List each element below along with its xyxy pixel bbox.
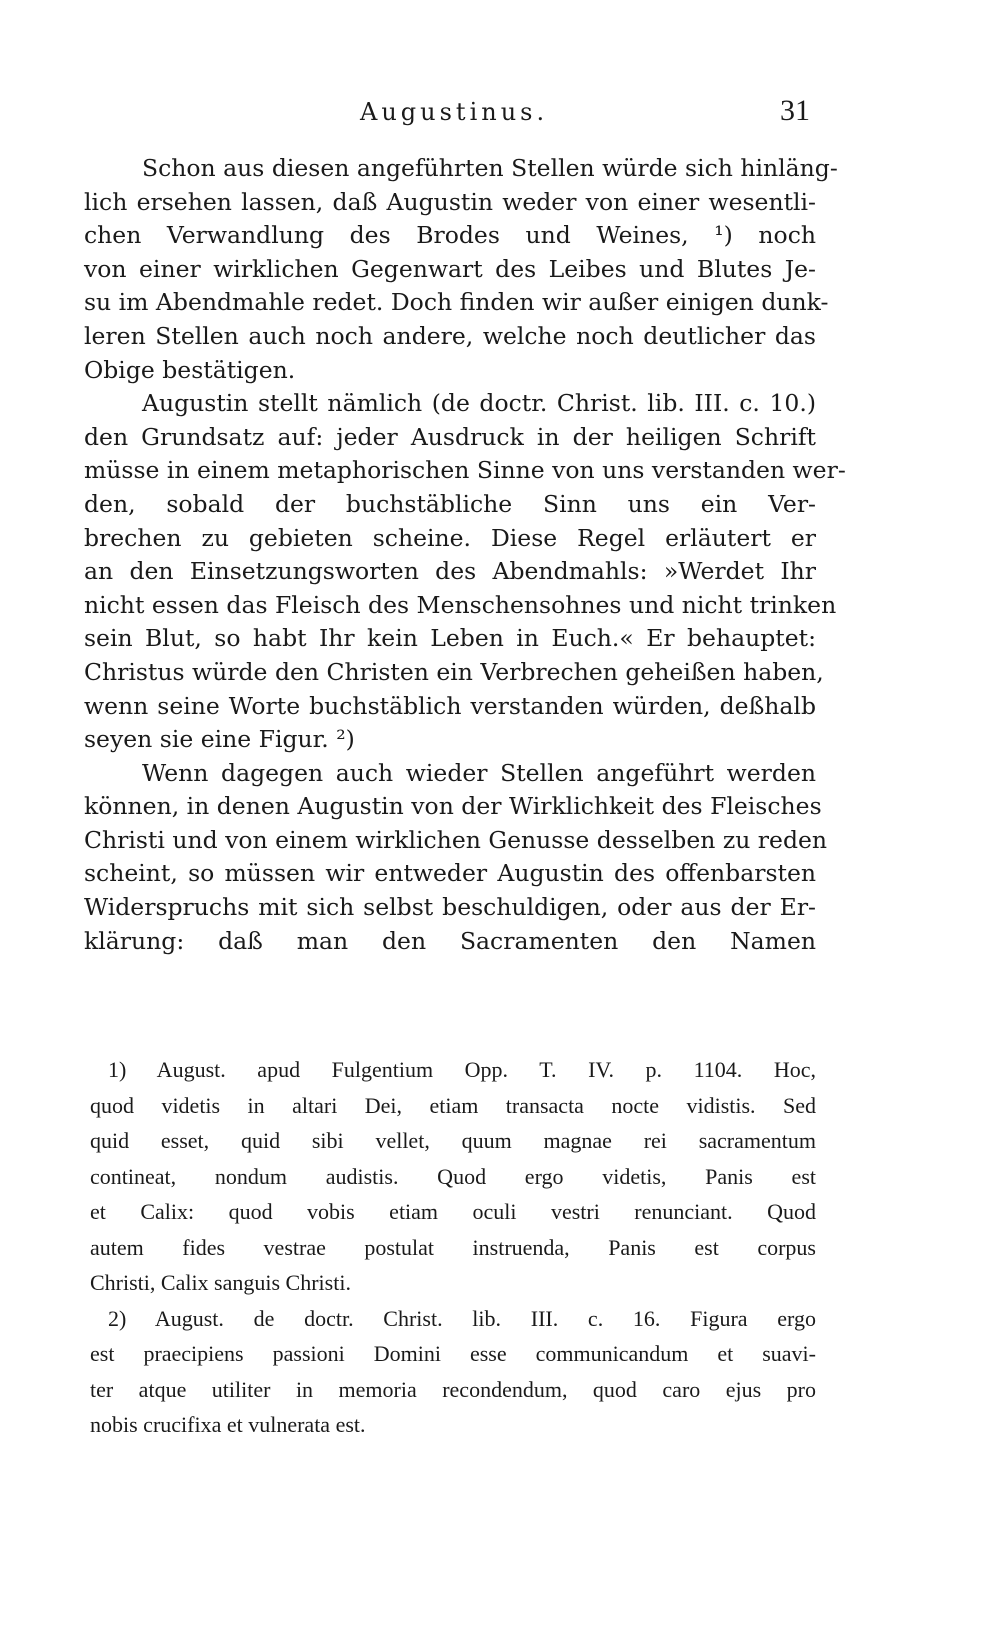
text-line: scheint, so müssen wir entweder Augustin des offenbarsten xyxy=(84,859,816,888)
running-title: Augustinus. xyxy=(360,98,549,126)
text-line: brechen zu gebieten scheine. Diese Regel erläutert er xyxy=(84,523,816,552)
footnote-line: ter atque utiliter in memoria recondendum, quod caro ejus pro xyxy=(90,1376,816,1402)
text-line: nicht essen das Fleisch des Menschensohnes und nicht trinken xyxy=(84,590,837,619)
footnote-line: autem fides vestrae postulat instruenda, Panis est corpus xyxy=(90,1234,816,1260)
text-line: an den Einsetzungsworten des Abendmahls: »Werdet Ihr xyxy=(84,557,816,586)
footnote-line: contineat, nondum audistis. Quod ergo videtis, Panis est xyxy=(90,1163,816,1189)
text-line: den Grundsatz auf: jeder Ausdruck in der heiligen Schrift xyxy=(84,422,816,451)
footnote-line: Christi, Calix sanguis Christi. xyxy=(90,1270,351,1295)
text-line: su im Abendmahle redet. Doch finden wir außer einigen dunk- xyxy=(84,288,829,317)
running-head xyxy=(90,94,810,138)
text-line: müsse in einem metaphorischen Sinne von uns verstanden wer- xyxy=(84,456,846,485)
text-line: seyen sie eine Figur. ²) xyxy=(84,725,355,754)
text-line: wenn seine Worte buchstäblich verstanden würden, deßhalb xyxy=(84,691,816,720)
footnotes xyxy=(90,1052,816,1443)
text-line: sein Blut, so habt Ihr kein Leben in Euch.« Er behauptet: xyxy=(84,624,816,653)
text-line: können, in denen Augustin von der Wirklichkeit des Fleisches xyxy=(84,792,822,821)
text-line: Christi und von einem wirklichen Genusse desselben zu reden xyxy=(84,825,828,854)
footnote-line: 2) August. de doctr. Christ. lib. III. c. 16. Figura ergo xyxy=(108,1305,816,1331)
text-line: Christus würde den Christen ein Verbrechen geheißen haben, xyxy=(84,657,824,686)
footnote-line: est praecipiens passioni Domini esse communicandum et suavi- xyxy=(90,1341,816,1366)
text-line: den, sobald der buchstäbliche Sinn uns ein Ver- xyxy=(84,489,816,518)
text-line: leren Stellen auch noch andere, welche noch deutlicher das xyxy=(84,321,816,350)
text-line: Augustin stellt nämlich (de doctr. Christ. lib. III. c. 10.) xyxy=(142,389,816,418)
text-line: klärung: daß man den Sacramenten den Namen xyxy=(84,926,816,955)
footnote-line: quod videtis in altari Dei, etiam transacta nocte vidistis. Sed xyxy=(90,1092,816,1118)
footnote-line: quid esset, quid sibi vellet, quum magnae rei sacramentum xyxy=(90,1128,816,1153)
page-number: 31 xyxy=(780,94,810,127)
footnote-line: nobis crucifixa et vulnerata est. xyxy=(90,1412,366,1437)
text-line: Wenn dagegen auch wieder Stellen angeführt werden xyxy=(142,758,816,787)
text-line: Widerspruchs mit sich selbst beschuldigen, oder aus der Er- xyxy=(84,893,816,922)
footnote-line: et Calix: quod vobis etiam oculi vestri renunciant. Quod xyxy=(90,1199,816,1224)
text-line: lich ersehen lassen, daß Augustin weder von einer wesentli- xyxy=(84,187,816,216)
text-line: Obige bestätigen. xyxy=(84,355,296,384)
footnote-line: 1) August. apud Fulgentium Opp. T. IV. p. 1104. Hoc, xyxy=(108,1057,816,1082)
main-text xyxy=(84,152,846,958)
text-line: Schon aus diesen angeführten Stellen würde sich hinläng- xyxy=(142,154,838,182)
text-line: chen Verwandlung des Brodes und Weines, ¹) noch xyxy=(84,221,816,250)
text-line: von einer wirklichen Gegenwart des Leibes und Blutes Je- xyxy=(84,254,816,283)
